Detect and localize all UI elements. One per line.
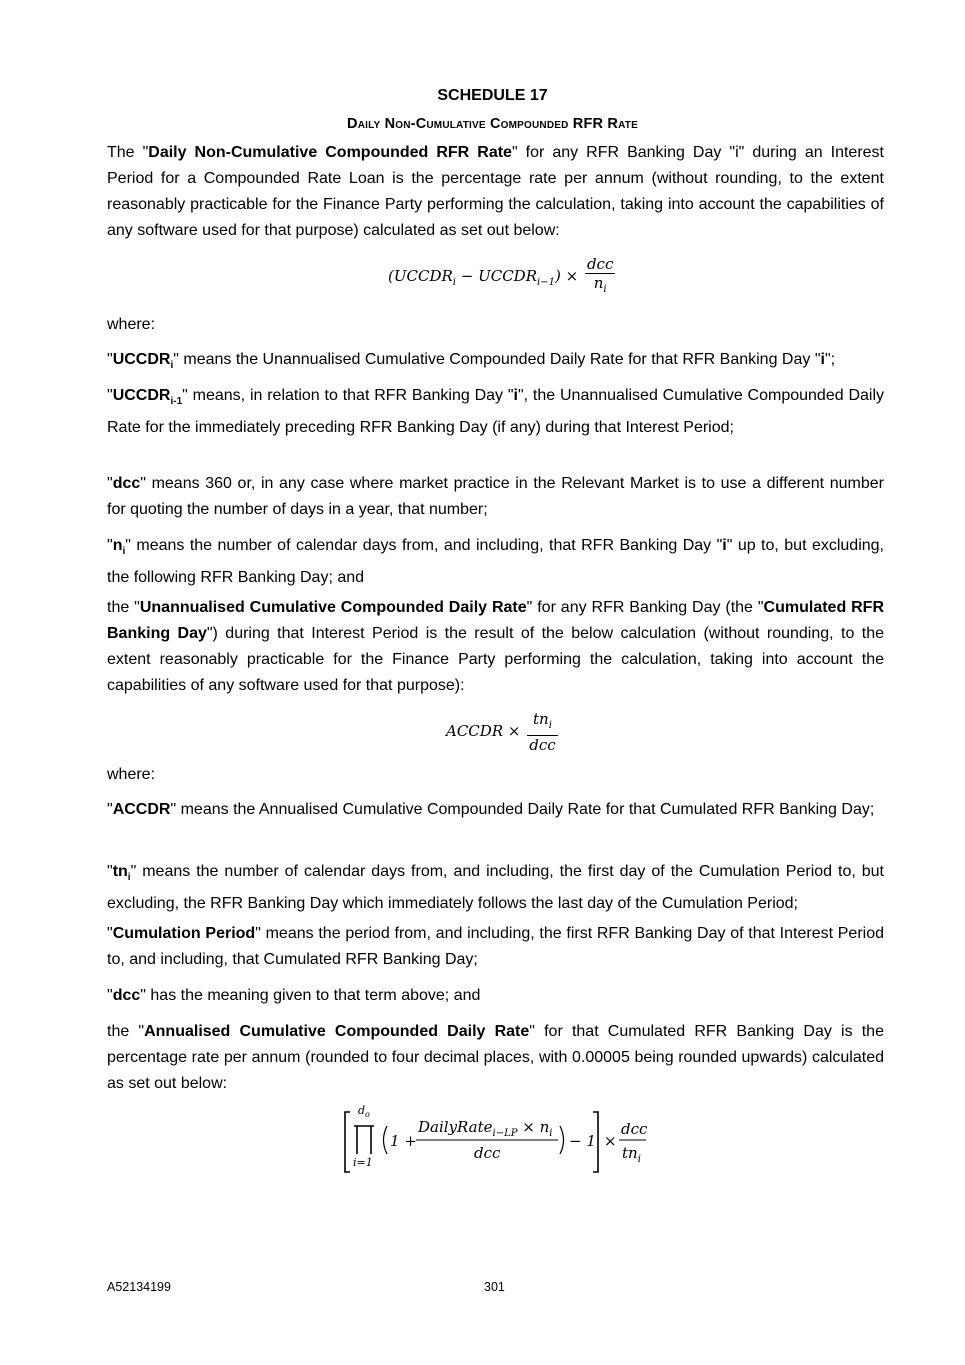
defined-term: Daily Non-Cumulative Compounded RFR Rate [148,144,512,161]
second-fraction-numerator: dcc [621,1120,648,1138]
definition-uccdr-i-1: "$UCCDR_{i-1}$" means, in relation to that RFR Banking Day "i", the Unannualised Cumulative Compounded Daily Rate for the immediately preceding RFR Banking Day (if any) during that Interest Period; [107,387,885,437]
minus-one: − 1 [569,1132,596,1150]
formula-unannualised: ACCDR × $\frac{tn_i}{\text{dcc}}$ [446,710,556,754]
one-plus: 1 + [390,1132,417,1150]
fraction-numerator: DailyRate$_{i-LP}$ × $n_i$ [418,1118,553,1139]
definition-dcc-reference: "dcc" has the meaning given to that term above; and [107,987,481,1004]
fraction-denominator: dcc [474,1144,501,1162]
intro-paragraph: The "Daily Non-Cumulative Compounded RFR Rate" for any RFR Banking Day "i" during an Interest Period for a Compounded Rate Loan is the percentage rate per annum (without rounding, to the extent reasonably practicable for the Finance Party performing the calculation, taking into account the capabilities of any software used for that purpose) calculated as set out below: [107,144,885,239]
where-label-2: where: [107,766,156,783]
product-lower-limit: i=1 [353,1156,373,1169]
definition-annualised-rate: the "Annualised Cumulative Compounded Daily Rate" for that Cumulated RFR Banking Day is the percentage rate per annum (rounded to four decimal places, with 0.00005 being rounded upwards) calculated as set out below: [107,1023,884,1092]
times-sign: × [604,1132,617,1150]
definition-ni: "$n_i$" means the number of calendar days from, and including, that RFR Banking Day "i" up to, but excluding, the following RFR Banking Day; and [107,537,884,587]
definition-unannualised-rate: the "Unannualised Cumulative Compounded Daily Rate" for any RFR Banking Day (the "Cumulated RFR Banking Day") during that Interest Period is the result of the below calculation (without rounding, to the extent reasonably practicable for the Finance Party performing the calculation, taking into account the capabilities of any software used for that purpose): [107,599,885,694]
document-reference: A52134199 [107,1280,171,1294]
definition-dcc: "dcc" means 360 or, in any case where market practice in the Relevant Market is to use a different number for quoting the number of days in a year, that number; [107,475,884,518]
page-number: 301 [484,1280,505,1294]
definition-accdr: "ACCDR" means the Annualised Cumulative Compounded Daily Rate for that Cumulated RFR Banking Day; [107,801,875,818]
schedule-heading: SCHEDULE 17 [437,87,548,104]
schedule-subheading: Daily Non-Cumulative Compounded RFR Rate [347,116,638,132]
where-label: where: [107,316,156,333]
definition-cumulation-period: "Cumulation Period" means the period from, and including, the first RFR Banking Day of that Interest Period to, and including, that Cumulated RFR Banking Day; [107,925,885,968]
formula-annualised [340,1104,660,1178]
definition-tni: "$tn_i$" means the number of calendar days from, and including, the first day of the Cumulation Period to, but excluding, the RFR Banking Day which immediately follows the last day of the Cumulation Period; [107,863,884,913]
fraction: $\frac{\text{dcc}}{n_i}$ [586,255,614,295]
formula-daily-rate: ($UCCDR_i$ − $UCCDR_{i-1}$) × $\frac{\text{dcc}}{n_i}$ [388,255,617,299]
second-fraction-denominator: $tn_i$ [622,1144,641,1165]
definition-uccdr-i: "$UCCDR_i$" means the Unannualised Cumulative Compounded Daily Rate for that RFR Banking Day "i"; [107,351,836,372]
fraction: $\frac{tn_i}{\text{dcc}}$ [529,710,556,754]
product-upper-limit: $d_o$ [358,1104,370,1120]
